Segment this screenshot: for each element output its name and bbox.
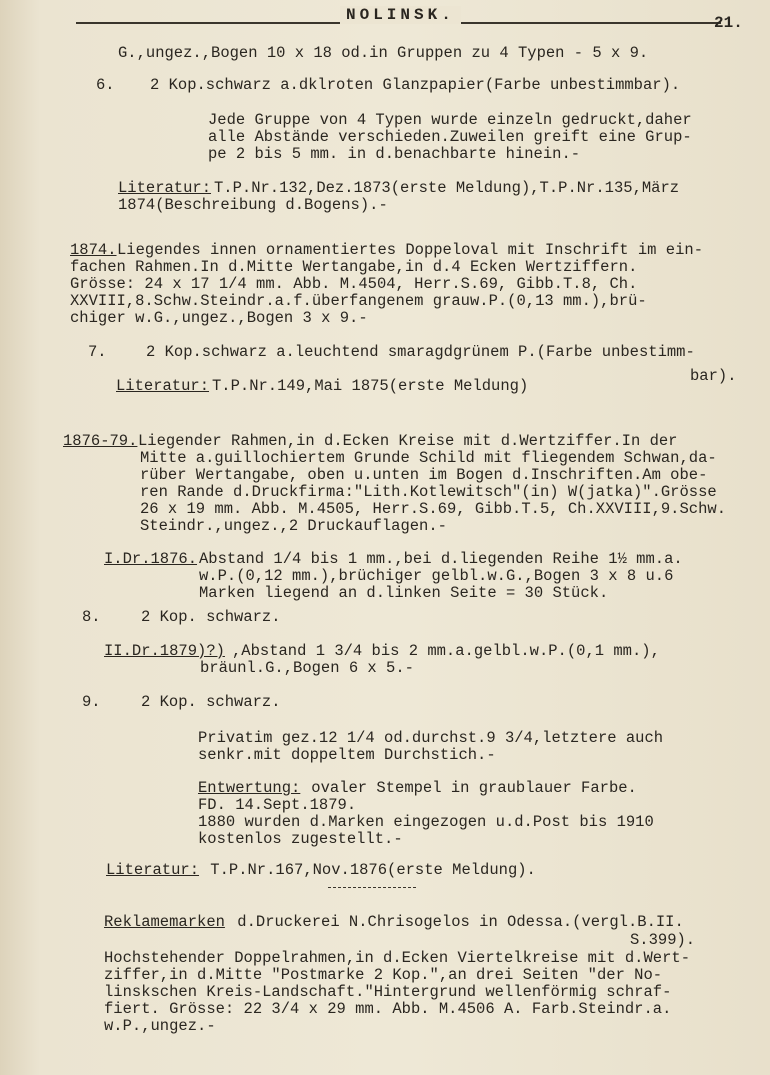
text-line: ,Abstand 1 3/4 bis 2 mm.a.gelbl.w.P.(0,1 mm.), bbox=[232, 642, 660, 660]
text-line: fiert. Grösse: 22 3/4 x 29 mm. Abb. M.4506 A. Farb.Steindr.a. bbox=[104, 1000, 672, 1018]
text-line: w.P.,ungez.- bbox=[104, 1017, 216, 1035]
text-line: ren Rande d.Druckfirma:"Lith.Kotlewitsch"(in) W(jatka)".Grösse bbox=[140, 483, 717, 501]
text-line: 1874(Beschreibung d.Bogens).- bbox=[118, 196, 388, 214]
text-line: ovaler Stempel in graublauer Farbe. bbox=[302, 779, 637, 797]
text-line: 26 x 19 mm. Abb. M.4505, Herr.S.69, Gibb.T.5, Ch.XXVIII,9.Schw. bbox=[140, 500, 726, 518]
text-line: Marken liegend an d.linken Seite = 30 Stück. bbox=[199, 584, 609, 602]
section-label: II.Dr.1879)?) bbox=[104, 642, 225, 660]
item-number: 8. bbox=[82, 608, 101, 626]
text-line: d.Druckerei N.Chrisogelos in Odessa.(vergl.B.II. bbox=[228, 913, 684, 931]
text-line: Jede Gruppe von 4 Typen wurde einzeln gedruckt,daher bbox=[208, 111, 692, 129]
text-line: Grösse: 24 x 17 1/4 mm. Abb. M.4504, Herr.S.69, Gibb.T.8, Ch. bbox=[70, 275, 638, 293]
item-number: 6. bbox=[96, 76, 115, 94]
text-line: senkr.mit doppeltem Durchstich.- bbox=[198, 746, 496, 764]
separator-line bbox=[328, 887, 416, 888]
section-label: 1876-79. bbox=[63, 432, 138, 450]
text-line: 2 Kop. schwarz. bbox=[141, 693, 281, 711]
text-line: 2 Kop. schwarz. bbox=[141, 608, 281, 626]
text-line: pe 2 bis 5 mm. in d.benachbarte hinein.- bbox=[208, 145, 581, 163]
text-line: kostenlos zugestellt.- bbox=[198, 830, 403, 848]
section-label: Literatur: bbox=[106, 861, 200, 879]
text-line: Liegendes innen ornamentiertes Doppeloval mit Inschrift im ein- bbox=[117, 241, 703, 259]
item-number: 7. bbox=[88, 343, 107, 361]
text-line: Liegender Rahmen,in d.Ecken Kreise mit d.Wertziffer.In der bbox=[138, 432, 678, 450]
section-label: I.Dr.1876. bbox=[104, 550, 198, 568]
section-label: Literatur: bbox=[118, 179, 212, 197]
text-line: Hochstehender Doppelrahmen,in d.Ecken Viertelkreise mit d.Wert- bbox=[104, 949, 690, 967]
text-line: linskschen Kreis-Landschaft."Hintergrund wellenförmig schraf- bbox=[104, 983, 672, 1001]
text-line: T.P.Nr.149,Mai 1875(erste Meldung) bbox=[212, 377, 529, 395]
section-label: 1874. bbox=[70, 241, 117, 259]
page-title: NOLINSK. bbox=[340, 6, 461, 24]
text-line: Mitte a.guillochiertem Grunde Schild mit fliegendem Schwan,da- bbox=[140, 449, 717, 467]
text-line: Privatim gez.12 1/4 od.durchst.9 3/4,letztere auch bbox=[198, 729, 664, 747]
item-number: 9. bbox=[82, 693, 101, 711]
text-line: 2 Kop.schwarz a.leuchtend smaragdgrünem P.(Farbe unbestimm- bbox=[146, 343, 695, 361]
text-line: G.,ungez.,Bogen 10 x 18 od.in Gruppen zu 4 Typen - 5 x 9. bbox=[118, 44, 649, 62]
text-line: T.P.Nr.132,Dez.1873(erste Meldung),T.P.Nr.135,März bbox=[214, 179, 680, 197]
text-line: 1880 wurden d.Marken eingezogen u.d.Post bis 1910 bbox=[198, 813, 654, 831]
text-line: FD. 14.Sept.1879. bbox=[198, 796, 357, 814]
text-line: Steindr.,ungez.,2 Druckauflagen.- bbox=[140, 517, 447, 535]
text-line: alle Abstände verschieden.Zuweilen greift eine Grup- bbox=[208, 128, 692, 146]
text-line: ziffer,in d.Mitte "Postmarke 2 Kop.",an drei Seiten "der No- bbox=[104, 966, 663, 984]
text-line: chiger w.G.,ungez.,Bogen 3 x 9.- bbox=[70, 309, 368, 327]
section-label: Entwertung: bbox=[198, 779, 301, 797]
text-line: fachen Rahmen.In d.Mitte Wertangabe,in d.4 Ecken Wertziffern. bbox=[70, 258, 638, 276]
text-line: XXVIII,8.Schw.Steindr.a.f.überfangenem grauw.P.(0,13 mm.),brü- bbox=[70, 292, 647, 310]
text-line: 2 Kop.schwarz a.dklroten Glanzpapier(Farbe unbestimmbar). bbox=[150, 76, 681, 94]
text-line: T.P.Nr.167,Nov.1876(erste Meldung). bbox=[201, 861, 536, 879]
text-line: Abstand 1/4 bis 1 mm.,bei d.liegenden Reihe 1½ mm.a. bbox=[199, 550, 683, 568]
text-line: w.P.(0,12 mm.),brüchiger gelbl.w.G.,Bogen 3 x 8 u.6 bbox=[199, 567, 674, 585]
text-line: bräunl.G.,Bogen 6 x 5.- bbox=[200, 659, 414, 677]
text-line: bar). bbox=[690, 367, 737, 385]
text-line: rüber Wertangabe, oben u.unten im Bogen d.Inschriften.Am obe- bbox=[140, 466, 708, 484]
section-label: Reklamemarken bbox=[104, 913, 225, 931]
page-number: 21. bbox=[714, 14, 743, 32]
text-line: S.399). bbox=[630, 931, 696, 949]
section-label: Literatur: bbox=[116, 377, 210, 395]
